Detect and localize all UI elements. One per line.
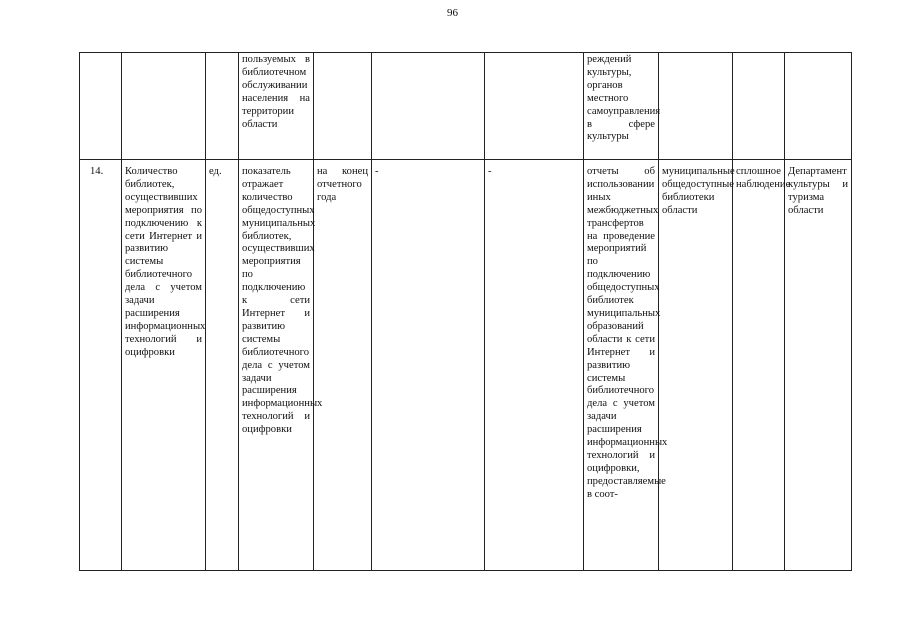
time-characteristic: на конец отчетного года [314,160,372,571]
table-cell [80,53,122,160]
page-number: 96 [447,7,458,19]
indicators-table [79,52,852,571]
data-source: отчеты об использовании иных межбюджетных трансфертов на проведение мероприятий по подключению общедоступных библиотек муниципальных образований области к сети Интернет и развитию системы библиотечного дела с учетом задачи расширения информационных технологий и оцифровки, предоставляемые в соот- [584,160,659,571]
basic-indicators-cell: - [485,160,584,571]
unit-of-measure: ед. [206,160,239,571]
responsible-body: Департамент культуры и туризма области [785,160,852,571]
table-cell [372,53,485,160]
table-row [80,53,852,160]
table-cell [206,53,239,160]
table-cell [785,53,852,160]
table-cell: пользуемых в библиотечном обслуживании населения на территории области [239,53,314,160]
observation-object: муниципальные общедоступные библиотеки области [659,160,733,571]
table-cell [122,53,206,160]
table-cell [659,53,733,160]
algorithm-cell: - [372,160,485,571]
indicator-name: Количество библиотек, осуществивших мероприятия по подключению к сети Интернет и развитию системы библиотечного дела с учетом задачи расширения информационных технологий и оцифровки [122,160,206,571]
table-cell [733,53,785,160]
table-cell [314,53,372,160]
collection-method: сплошное наблюдение [733,160,785,571]
indicator-definition: показатель отражает количество общедоступных муниципальных библиотек, осуществивших мероприятия по подключению к сети Интернет и развитию системы библиотечного дела с учетом задачи расширения информационных технологий и оцифровки [239,160,314,571]
row-number: 14. [80,160,122,571]
table-cell [485,53,584,160]
table-cell: реждений культуры, органов местного самоуправления в сфере культуры [584,53,659,160]
table-row [80,160,852,571]
